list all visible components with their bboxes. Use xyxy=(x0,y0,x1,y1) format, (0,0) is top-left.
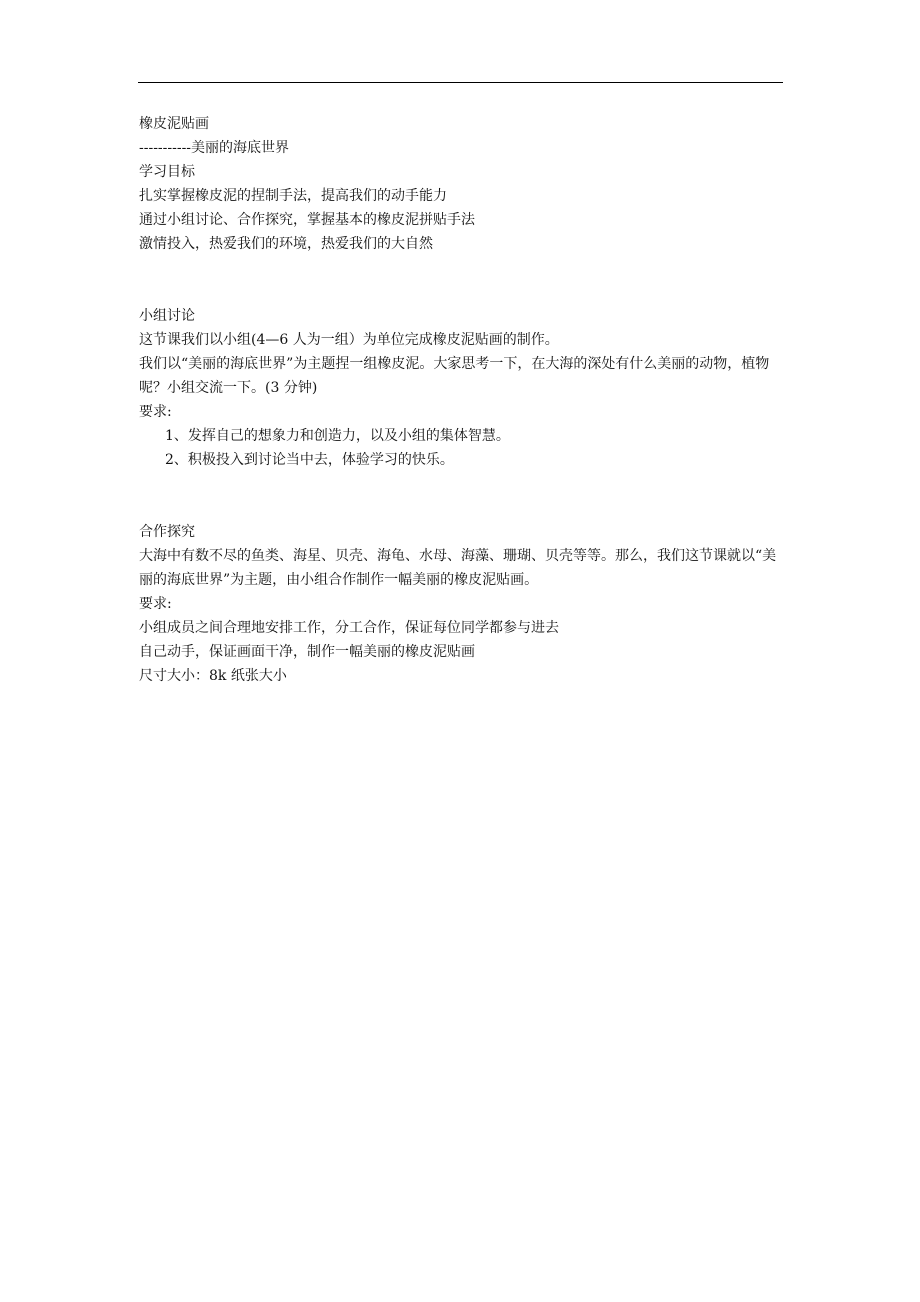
section-gap xyxy=(139,256,787,304)
cooperation-heading: 合作探究 xyxy=(139,524,195,540)
document-subtitle: -----------美丽的海底世界 xyxy=(139,140,290,156)
cooperation-item: 小组成员之间合理地安排工作，分工合作，保证每位同学都参与进去 xyxy=(139,620,559,636)
cooperation-item: 自己动手，保证画面干净，制作一幅美丽的橡皮泥贴画 xyxy=(139,644,475,660)
cooperation-item: 尺寸大小：8k 纸张大小 xyxy=(139,668,287,684)
discussion-requirement-item: 2、积极投入到讨论当中去，体验学习的快乐。 xyxy=(165,452,454,468)
objectives-heading: 学习目标 xyxy=(139,164,195,180)
header-rule xyxy=(138,82,783,83)
cooperation-paragraph: 大海中有数不尽的鱼类、海星、贝壳、海龟、水母、海藻、珊瑚、贝壳等等。那么，我们这节课就以“美丽的海底世界”为主题，由小组合作制作一幅美丽的橡皮泥贴画。 xyxy=(139,548,777,588)
cooperation-requirements-label: 要求: xyxy=(139,596,172,612)
cooperation-section xyxy=(139,520,787,688)
objective-item: 扎实掌握橡皮泥的捏制手法，提高我们的动手能力 xyxy=(139,188,447,204)
discussion-requirements-label: 要求: xyxy=(139,404,172,420)
discussion-requirement-item: 1、发挥自己的想象力和创造力，以及小组的集体智慧。 xyxy=(165,428,510,444)
objective-item: 激情投入，热爱我们的环境，热爱我们的大自然 xyxy=(139,236,433,252)
objective-item: 通过小组讨论、合作探究，掌握基本的橡皮泥拼贴手法 xyxy=(139,212,475,228)
objectives-section xyxy=(139,160,787,256)
discussion-heading: 小组讨论 xyxy=(139,308,195,324)
discussion-section xyxy=(139,304,787,472)
section-gap xyxy=(139,472,787,520)
discussion-paragraph: 这节课我们以小组(4—6 人为一组）为单位完成橡皮泥贴画的制作。 xyxy=(139,332,559,348)
discussion-paragraph: 我们以“美丽的海底世界”为主题捏一组橡皮泥。大家思考一下，在大海的深处有什么美丽的动物，植物呢？小组交流一下。(3 分钟) xyxy=(139,356,770,396)
document-body xyxy=(139,112,787,688)
document-title: 橡皮泥贴画 xyxy=(139,116,209,132)
